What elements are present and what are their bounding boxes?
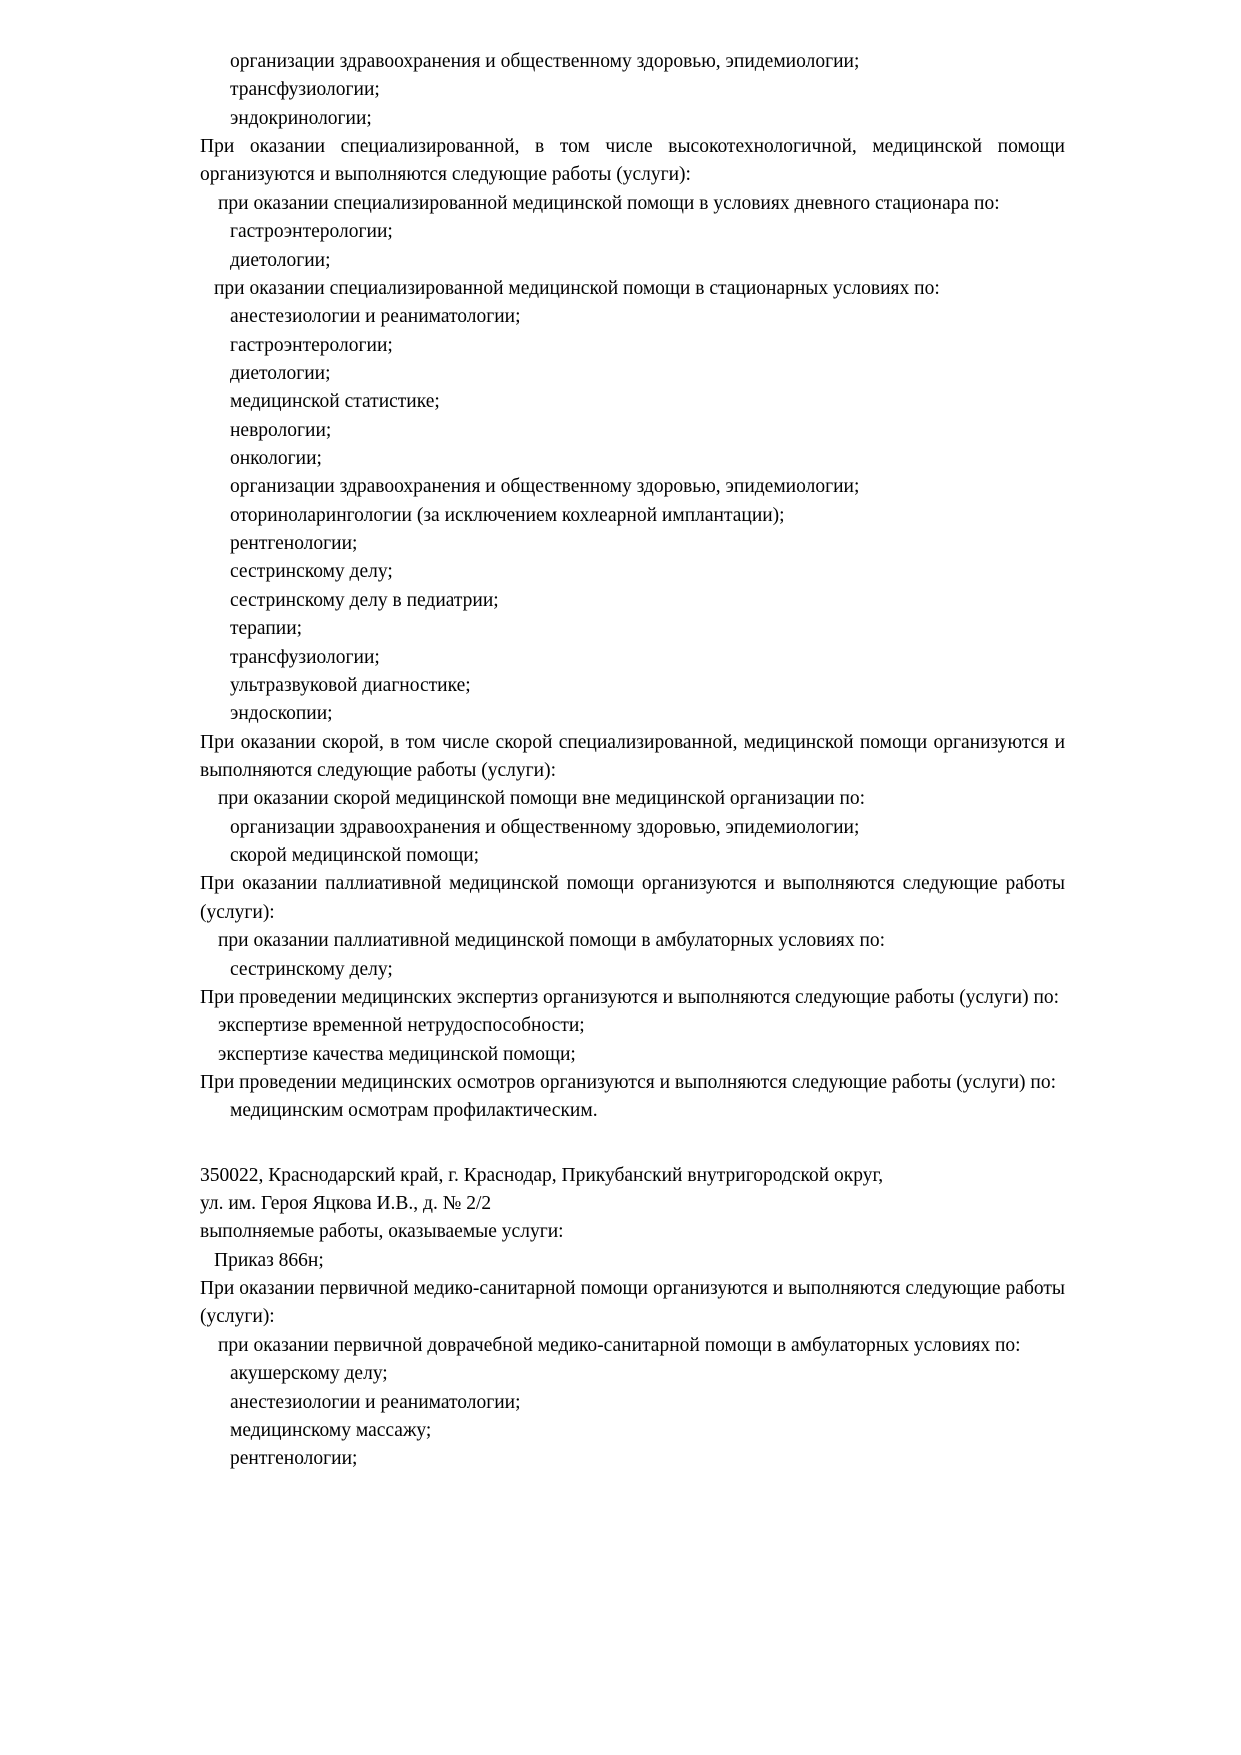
list-item: терапии; (230, 618, 303, 640)
list-item: медицинской статистике; (230, 391, 440, 413)
list-item: организации здравоохранения и общественному здоровью, эпидемиологии; (230, 816, 860, 838)
section-heading: При проведении медицинских экспертиз организуются и выполняются следующие работы (услуги) по: (200, 986, 1060, 1008)
services-list-bottom (200, 1275, 1065, 1474)
subsection-heading: при оказании специализированной медицинской помощи в стационарных условиях по: (214, 277, 940, 299)
subsection-heading: при оказании специализированной медицинской помощи в условиях дневного стационара по: (218, 192, 1000, 214)
list-item: трансфузиологии; (230, 646, 380, 668)
section-heading: При оказании паллиативной медицинской помощи организуются и выполняются следующие работы (услуги): (200, 873, 1065, 923)
section-heading: При оказании скорой, в том числе скорой специализированной, медицинской помощи организуются и выполняются следующие работы (услуги): (200, 731, 1065, 781)
document-body (200, 48, 1065, 1474)
order-reference: Приказ 866н; (214, 1249, 324, 1271)
list-item: анестезиологии и реаниматологии; (230, 1391, 521, 1413)
list-item: сестринскому делу; (230, 958, 393, 980)
section-heading: При проведении медицинских осмотров организуются и выполняются следующие работы (услуги) по: (200, 1071, 1056, 1093)
list-item: оториноларингологии (за исключением кохлеарной имплантации); (230, 504, 785, 526)
list-item: медицинскому массажу; (230, 1419, 432, 1441)
list-item: гастроэнтерологии; (230, 334, 393, 356)
list-item: акушерскому делу; (230, 1363, 388, 1385)
list-item: гастроэнтерологии; (230, 221, 393, 243)
address-section (200, 1162, 1065, 1275)
list-item: рентгенологии; (230, 533, 358, 555)
list-item: экспертизе временной нетрудоспособности; (218, 1015, 585, 1037)
list-item: эндокринологии; (230, 107, 372, 129)
section-heading: При оказании специализированной, в том числе высокотехнологичной, медицинской помощи организуются и выполняются следующие работы (услуги): (200, 136, 1065, 186)
subsection-heading: при оказании паллиативной медицинской помощи в амбулаторных условиях по: (218, 930, 886, 952)
list-item: неврологии; (230, 419, 332, 441)
list-item: диетологии; (230, 249, 331, 271)
list-item: сестринскому делу; (230, 561, 393, 583)
list-item: медицинским осмотрам профилактическим. (230, 1100, 598, 1122)
section-heading: При оказании первичной медико-санитарной помощи организуются и выполняются следующие работы (услуги): (200, 1278, 1065, 1328)
section-spacer (200, 1126, 1065, 1162)
services-list-top (200, 48, 1065, 1126)
list-item: сестринскому делу в педиатрии; (230, 589, 499, 611)
subsection-heading: при оказании скорой медицинской помощи вне медицинской организации по: (218, 788, 866, 810)
list-item: диетологии; (230, 362, 331, 384)
list-item: рентгенологии; (230, 1448, 358, 1470)
list-item: эндоскопии; (230, 703, 333, 725)
list-item: организации здравоохранения и общественному здоровью, эпидемиологии; (230, 51, 860, 72)
list-item: онкологии; (230, 448, 322, 470)
subsection-heading: при оказании первичной доврачебной медико-санитарной помощи в амбулаторных условиях по: (218, 1334, 1021, 1356)
list-item: скорой медицинской помощи; (230, 845, 480, 867)
list-item: организации здравоохранения и общественному здоровью, эпидемиологии; (230, 476, 860, 498)
list-item: экспертизе качества медицинской помощи; (218, 1043, 576, 1065)
list-item: ультразвуковой диагностике; (230, 674, 471, 696)
list-item: трансфузиологии; (230, 79, 380, 101)
list-item: анестезиологии и реаниматологии; (230, 306, 521, 328)
address-line-1: 350022, Краснодарский край, г. Краснодар, Прикубанский внутригородской округ, (200, 1164, 884, 1186)
services-heading: выполняемые работы, оказываемые услуги: (200, 1221, 564, 1243)
address-line-2: ул. им. Героя Яцкова И.В., д. № 2/2 (200, 1193, 492, 1215)
